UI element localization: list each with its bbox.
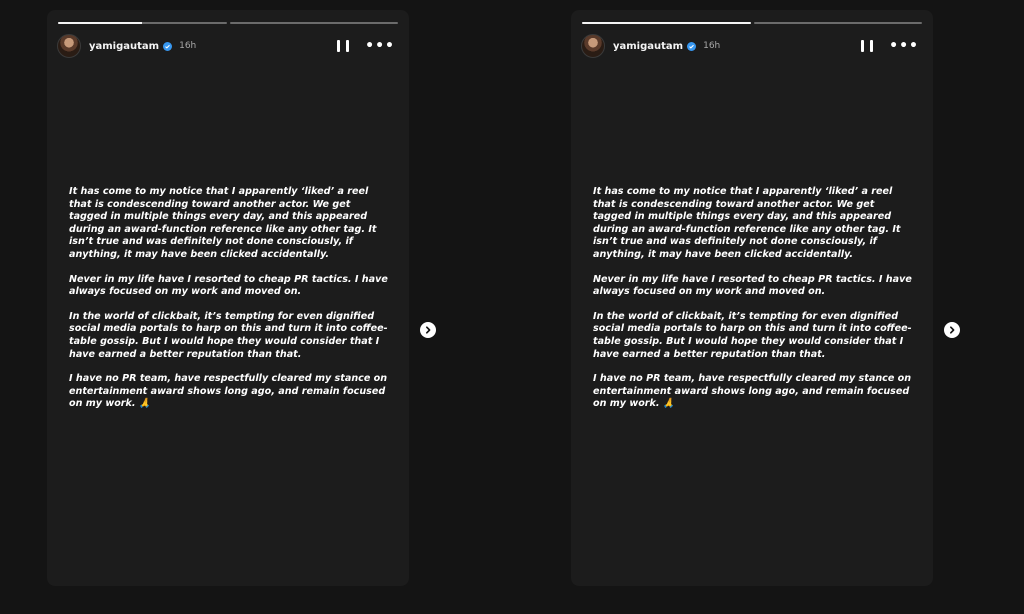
story-panel[interactable] (571, 10, 933, 586)
pause-icon[interactable] (861, 39, 873, 53)
progress-segment (58, 22, 227, 24)
next-story-button[interactable] (420, 322, 436, 338)
story-paragraph: In the world of clickbait, it’s tempting for even dignified social media portals to harp on this and turn it into coffee-table gossip. But I would hope they would consider that I have earned a better reputation than that. (593, 310, 912, 360)
story-progress-bar (58, 22, 398, 24)
more-options-icon[interactable]: ••• (889, 38, 919, 54)
story-paragraph: Never in my life have I resorted to cheap PR tactics. I have always focused on my work and moved on. (69, 273, 388, 298)
story-paragraph: It has come to my notice that I apparently ‘liked’ a reel that is condescending toward another actor. We get tagged in multiple things every day, and this appeared during an award-function reference like any other tag. It isn’t true and was definitely not done consciously, if anything, it may have been clicked accidentally. (593, 186, 901, 260)
avatar[interactable] (57, 34, 81, 58)
verified-badge-icon (687, 42, 696, 51)
story-paragraph: Never in my life have I resorted to cheap PR tactics. I have always focused on my work and moved on. (593, 273, 912, 298)
story-text (69, 186, 389, 423)
story-paragraph: I have no PR team, have respectfully cleared my stance on entertainment award shows long ago, and remain focused on my work. 🙏 (593, 373, 912, 410)
verified-badge-icon (163, 42, 172, 51)
story-header (57, 33, 395, 59)
pause-icon[interactable] (337, 39, 349, 53)
story-header (581, 33, 919, 59)
progress-fill (58, 22, 142, 24)
avatar[interactable] (581, 34, 605, 58)
more-options-icon[interactable]: ••• (365, 38, 395, 54)
username[interactable]: yamigautam (613, 40, 684, 52)
story-text (593, 186, 913, 423)
progress-segment (582, 22, 751, 24)
post-time: 16h (703, 41, 721, 51)
story-paragraph: In the world of clickbait, it’s tempting for even dignified social media portals to harp on this and turn it into coffee-table gossip. But I would hope they would consider that I have earned a better reputation than that. (69, 310, 388, 360)
username[interactable]: yamigautam (89, 40, 160, 52)
story-progress-bar (582, 22, 922, 24)
chevron-right-icon (948, 326, 956, 334)
story-paragraph: I have no PR team, have respectfully cleared my stance on entertainment award shows long ago, and remain focused on my work. 🙏 (69, 373, 388, 410)
progress-segment (230, 22, 399, 24)
next-story-button[interactable] (944, 322, 960, 338)
post-time: 16h (179, 41, 197, 51)
chevron-right-icon (424, 326, 432, 334)
story-paragraph: It has come to my notice that I apparently ‘liked’ a reel that is condescending toward another actor. We get tagged in multiple things every day, and this appeared during an award-function reference like any other tag. It isn’t true and was definitely not done consciously, if anything, it may have been clicked accidentally. (69, 186, 377, 260)
progress-segment (754, 22, 923, 24)
progress-fill (582, 22, 751, 24)
story-panel[interactable] (47, 10, 409, 586)
